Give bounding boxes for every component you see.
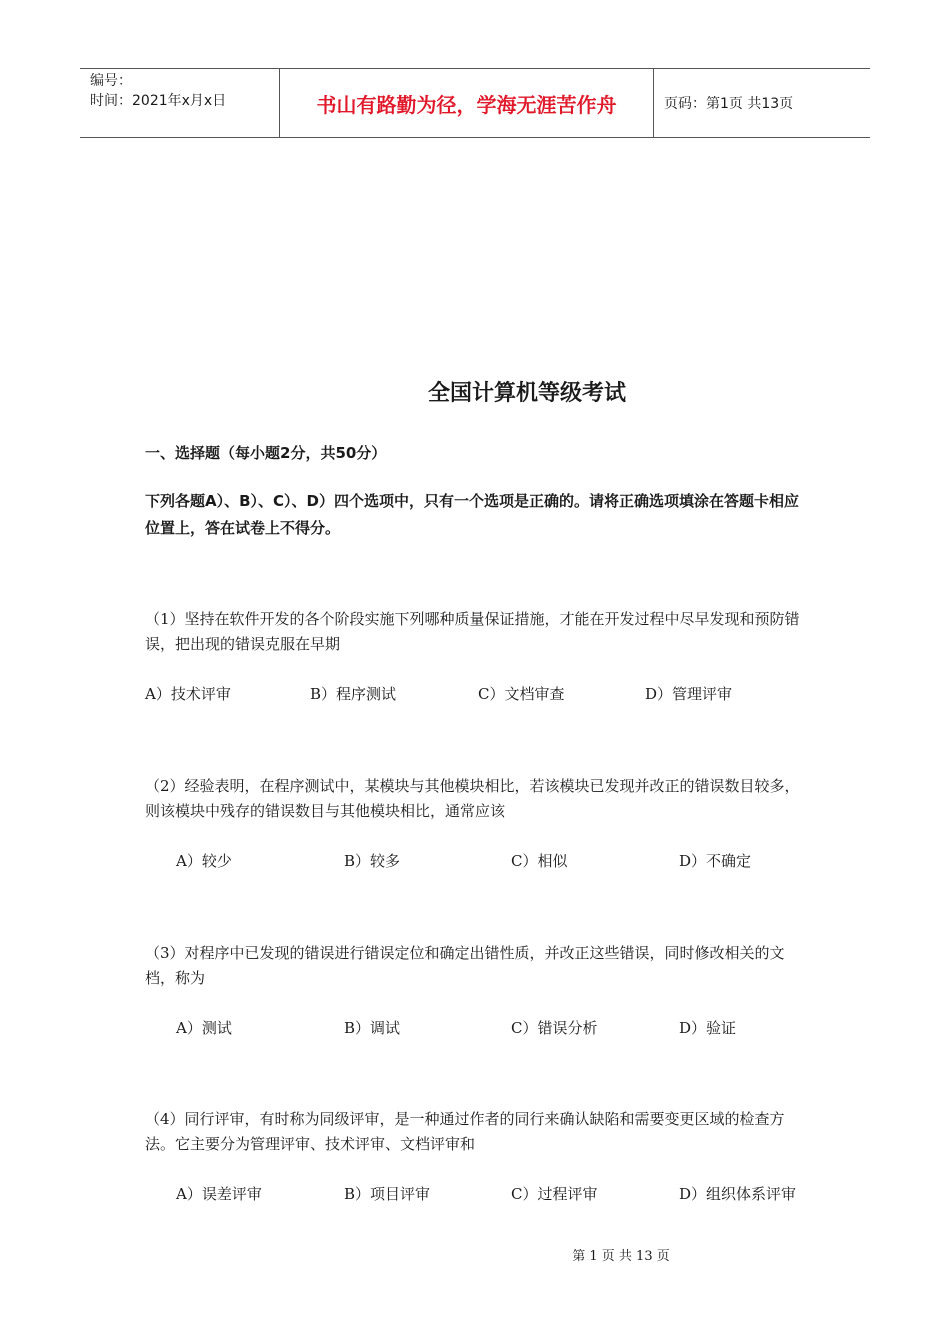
section-instructions: 下列各题A）、B）、C）、D）四个选项中，只有一个选项是正确的。请将正确选项填涂在答题卡相应位置上，答在试卷上不得分。 (145, 492, 800, 537)
question-2-option-c: C）相似 (511, 852, 568, 870)
question-4-text: （4）同行评审，有时称为同级评审，是一种通过作者的同行来确认缺陷和需要变更区域的检查方法。它主要分为管理评审、技术评审、文档评审和 (145, 1110, 785, 1153)
question-4-option-b: B）项目评审 (344, 1185, 431, 1203)
question-1-option-a: A）技术评审 (145, 685, 231, 703)
question-4-option-d: D）组织体系评审 (679, 1185, 797, 1203)
question-2-text: （2）经验表明，在程序测试中，某模块与其他模块相比，若该模块已发现并改正的错误数目较多，则该模块中残存的错误数目与其他模块相比，通常应该 (145, 777, 800, 820)
question-3-text: （3）对程序中已发现的错误进行错误定位和确定出错性质，并改正这些错误，同时修改相关的文档，称为 (145, 944, 785, 987)
question-2-option-b: B）较多 (344, 852, 401, 870)
question-2-option-a: A）较少 (176, 852, 232, 870)
question-3-option-d: D）验证 (679, 1019, 737, 1037)
question-4-option-c: C）过程评审 (511, 1185, 598, 1203)
number-label: 编号： (90, 73, 132, 89)
question-1-option-c: C）文档审查 (478, 685, 565, 703)
page-footer: 第 1 页 共 13 页 (572, 1249, 670, 1264)
time-label: 时间：2021年x月x日 (90, 93, 227, 109)
document-title: 全国计算机等级考试 (427, 381, 626, 406)
page-info: 页码：第1页 共13页 (664, 96, 794, 112)
question-4-option-a: A）误差评审 (176, 1185, 262, 1203)
question-3-option-a: A）测试 (176, 1019, 232, 1037)
question-1-text: （1）坚持在软件开发的各个阶段实施下列哪种质量保证措施，才能在开发过程中尽早发现和预防错误，把出现的错误克服在早期 (145, 610, 800, 653)
section-heading: 一、选择题（每小题2分，共50分） (145, 444, 387, 462)
question-3-option-b: B）调试 (344, 1019, 401, 1037)
question-3-option-c: C）错误分析 (511, 1019, 598, 1037)
question-1-option-d: D）管理评审 (645, 685, 733, 703)
question-1-option-b: B）程序测试 (310, 685, 397, 703)
header-meta (80, 69, 280, 137)
question-2-option-d: D）不确定 (679, 852, 752, 870)
motto: 书山有路勤为径，学海无涯苦作舟 (280, 69, 654, 137)
header-table (80, 68, 870, 138)
